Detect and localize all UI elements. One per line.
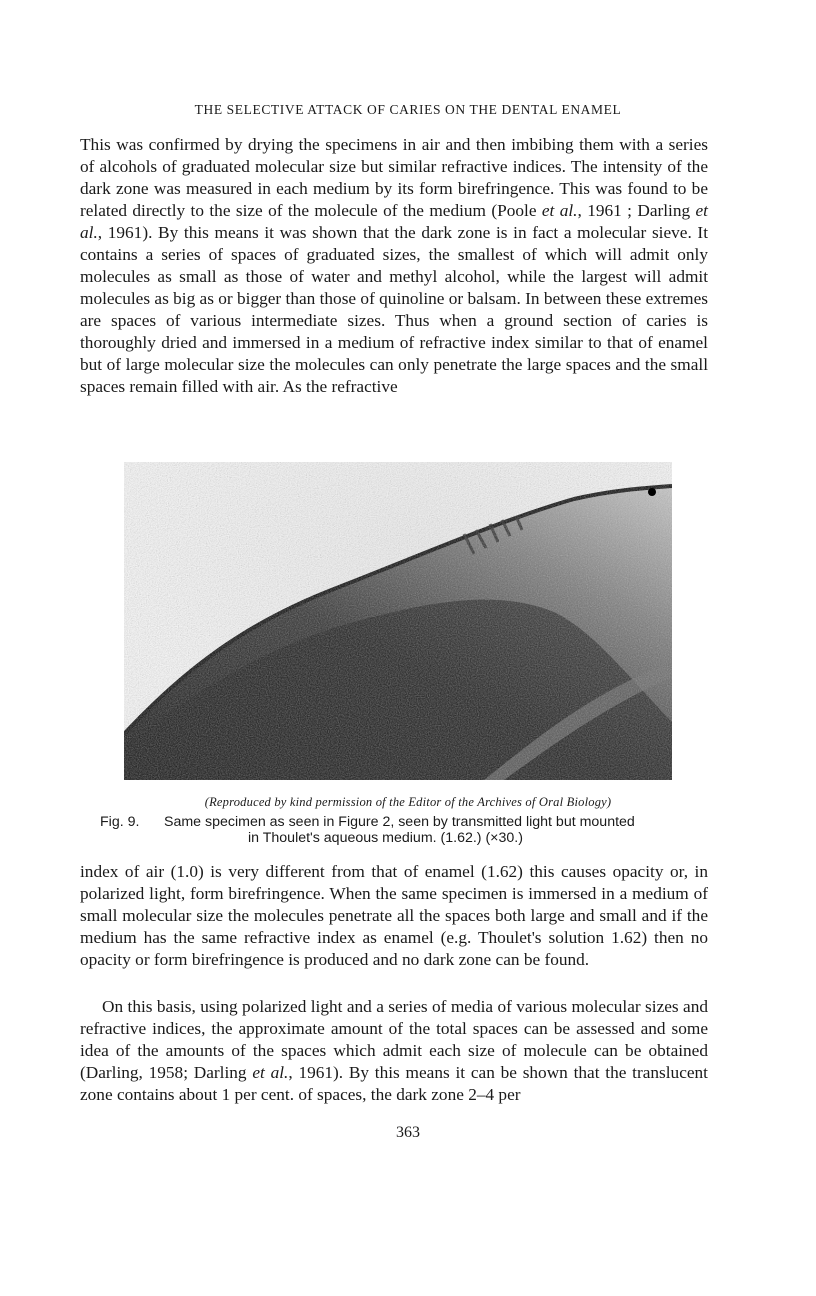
paragraph-1-text-a: This was confirmed by drying the specimens in air and then imbibing them with a series of alcohols of graduated molecular size but similar refractive indices. The intensity of the dark zone was measured in each medium by its form birefringence. This was found to be related directly to the size of the molecule of the medium (Poole <box>80 135 708 220</box>
citation-et-al: et al. <box>541 201 578 220</box>
paragraph-1-text-b: , 1961 ; Darling <box>577 201 696 220</box>
citation-et-al: et al. <box>252 1063 289 1082</box>
citation-et-al: et al. <box>80 201 708 242</box>
caption-line-1: Same specimen as seen in Figure 2, seen by transmitted light but mounted <box>164 814 635 830</box>
figure-9-micrograph <box>124 462 672 780</box>
paragraph-1-text-c: , 1961). By this means it was shown that the dark zone is in fact a molecular sieve. It contains a series of spaces of graduated sizes, the smallest of which will admit only molecules as small as those of water and methyl alcohol, while the largest will admit molecules as big as or bigger than those of quinoline or balsam. In between these extremes are spaces of various intermediate sizes. Thus when a ground section of caries is thoroughly dried and immersed in a medium of refractive index similar to that of enamel but of large molecular size the molecules can only penetrate the large spaces and the small spaces remain filled with air. As the refractive <box>80 223 708 396</box>
figure-credit: (Reproduced by kind permission of the Editor of the Archives of Oral Biology) <box>204 795 612 809</box>
figure-label: Fig. 9. <box>100 814 140 830</box>
page-number: 363 <box>396 1124 420 1141</box>
body-paragraph-3 <box>80 996 708 1106</box>
body-paragraph-2: index of air (1.0) is very different from that of enamel (1.62) this causes opacity or, in polarized light, form birefringence. When the same specimen is immersed in a medium of small molecular size the molecules penetrate all the spaces both large and small and if the medium has the same refractive index as enamel (e.g. Thoulet's solution 1.62) then no opacity or form birefringence is produced and no dark zone can be found. <box>80 862 708 969</box>
figure-caption-text <box>164 814 724 846</box>
running-head: THE SELECTIVE ATTACK OF CARIES ON THE DENTAL ENAMEL <box>194 102 622 117</box>
paragraph-3-text-a: On this basis, using polarized light and a series of media of various molecular sizes and refractive indices, the approximate amount of the total spaces can be assessed and some idea of the amounts of the spaces which admit each size of molecule can be obtained (Darling, 1958; Darling <box>80 997 708 1082</box>
body-paragraph-1 <box>80 134 708 398</box>
paragraph-3-text-b: , 1961). By this means it can be shown that the translucent zone contains about 1 per cent. of spaces, the dark zone 2–4 per <box>80 1063 708 1104</box>
caption-line-2: in Thoulet's aqueous medium. (1.62.) (×30.) <box>248 830 523 846</box>
